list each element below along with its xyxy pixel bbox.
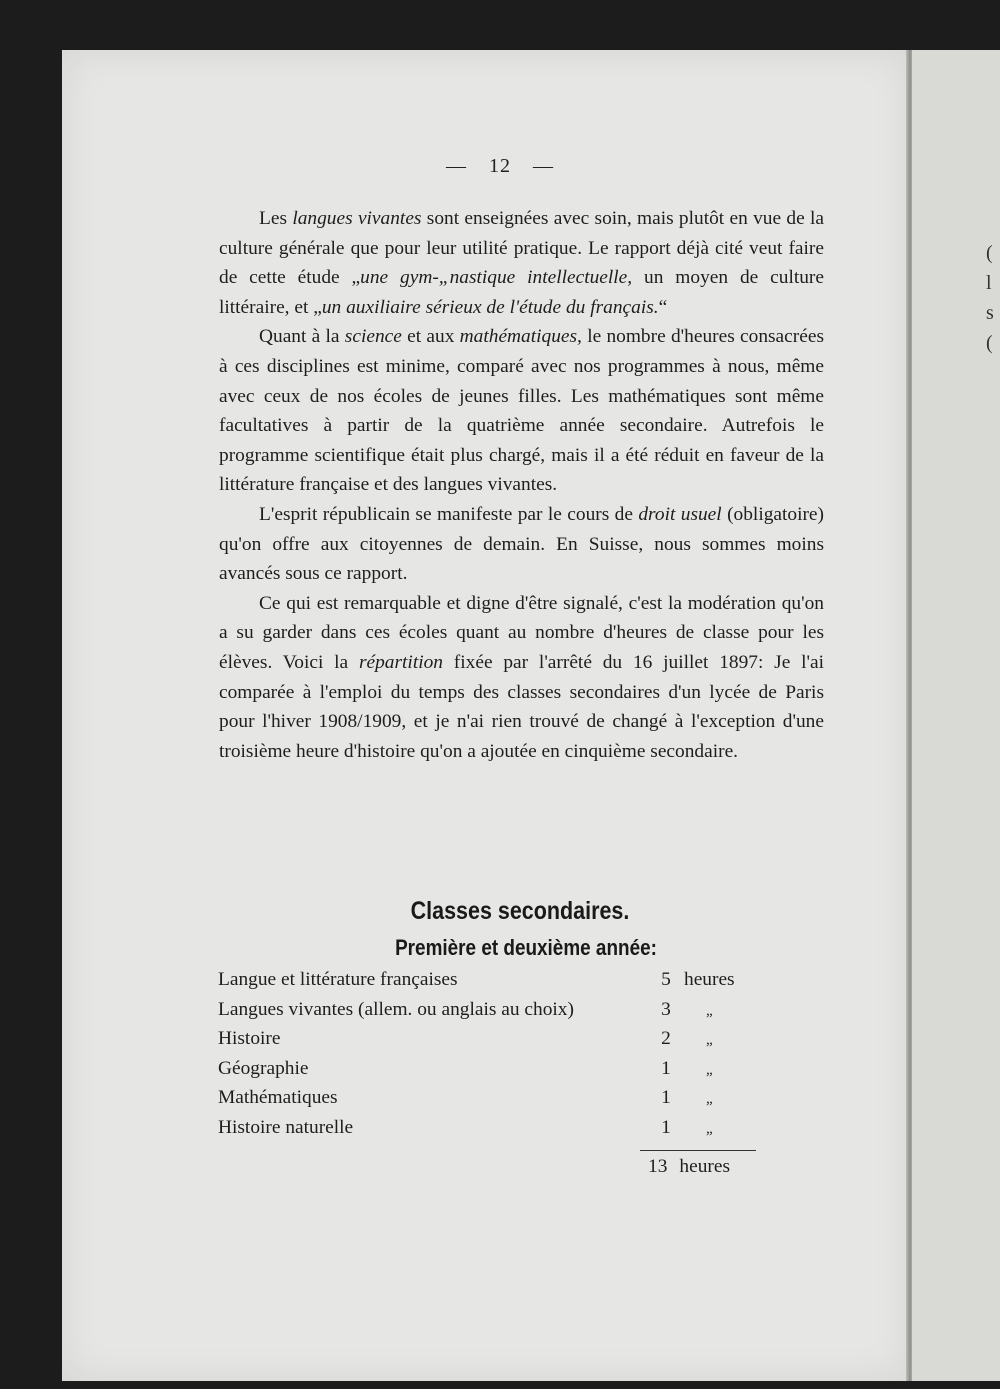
- body-text: [219, 204, 824, 766]
- ditto-mark: ”: [706, 1040, 713, 1057]
- text-run: fixée par l'arrêté du 16 juillet 1897: Je l'ai comparée à l'emploi du temps des classes secondaires d'un lycée de Paris pour l'hiver 1908/1909, et je n'ai rien trouvé de changé à l'exception d'une troisième heure d'histoire qu'on a ajoutée en cinquième secondaire.: [219, 651, 825, 762]
- timetable-row: [218, 965, 758, 995]
- italic-run: un auxiliaire sérieux de l'étude du français.: [321, 296, 659, 318]
- subject-name: Géographie: [218, 1057, 309, 1079]
- italic-run: mathématiques,: [459, 326, 582, 348]
- subject-name: Langues vivantes (allem. ou anglais au choix): [218, 998, 574, 1020]
- italic-run: répartition: [358, 651, 443, 673]
- adjacent-page-fragment: l: [986, 272, 992, 294]
- hours-unit: heures: [684, 969, 735, 990]
- text-run: Les: [259, 208, 293, 229]
- timetable-row: [218, 1083, 758, 1116]
- text-run: le nombre d'heures consacrées à ces disciplines est minime, comparé avec nos programmes à nous, même avec ceux de nos écoles de jeunes filles. Les mathématiques sont même facultatives à partir de la quatrième année secondaire. Autrefois le programme scientifique était plus chargé, mais il a été réduit en faveur de la littérature française et des langues vivantes.: [219, 326, 824, 496]
- timetable-row: [218, 1054, 758, 1084]
- folio-dash-left: —: [446, 155, 467, 177]
- ditto-mark: ”: [706, 1128, 713, 1145]
- subject-hours: 3: [661, 998, 671, 1020]
- subject-hours: 1: [661, 1087, 671, 1109]
- timetable-row: [218, 995, 758, 1025]
- italic-run: science: [344, 326, 402, 348]
- subject-hours: 5: [661, 969, 671, 990]
- text-run: (obligatoire) qu'on offre aux citoyennes de demain. En Suisse, nous sommes moins avancés sous ce rapport.: [219, 503, 824, 585]
- timetable-row: [218, 1024, 758, 1057]
- paragraph: [219, 500, 824, 589]
- section-title: Classes secondaires.: [410, 897, 630, 925]
- adjacent-page-fragment: (: [986, 332, 993, 354]
- paragraph: [219, 204, 824, 322]
- total-unit: heures: [679, 1156, 730, 1177]
- total-row: [648, 1152, 730, 1182]
- text-run: sont enseignées avec soin, mais plutôt en vue de la culture générale que pour leur utilité pratique. Le rapport déjà cité veut faire de cette étude „: [219, 208, 824, 289]
- paragraph: [219, 322, 824, 500]
- total-rule: [640, 1150, 756, 1151]
- adjacent-page-edge: [912, 50, 1000, 1381]
- subject-name: Mathématiques: [218, 1087, 338, 1109]
- total-hours: 13: [648, 1156, 668, 1177]
- page-number-header: [0, 155, 1000, 178]
- folio-dash-right: —: [533, 155, 554, 177]
- subject-hours: 1: [661, 1116, 671, 1138]
- italic-run: langues vivantes: [292, 208, 422, 229]
- text-run: et aux: [401, 326, 460, 348]
- timetable-row: [218, 1113, 758, 1143]
- ditto-mark: ”: [706, 1099, 713, 1116]
- ditto-mark: ”: [706, 1010, 713, 1027]
- subsection-title: Première et deuxième année:: [395, 935, 657, 960]
- adjacent-page-fragment: (: [986, 242, 993, 264]
- italic-run: droit usuel: [638, 503, 722, 525]
- page-number: 12: [489, 155, 511, 177]
- text-run: un moyen de culture littéraire, et „: [219, 267, 824, 318]
- timetable: [218, 965, 758, 1143]
- text-run: Ce qui est remarquable et digne d'être signalé, c'est la modération qu'on a su garder dans ces écoles quant au nombre d'heures de classe pour les élèves. Voici la: [219, 592, 824, 673]
- ditto-mark: ”: [706, 1069, 713, 1086]
- paragraph: [219, 589, 824, 767]
- text-run: L'esprit républicain se manifeste par le cours de: [259, 503, 639, 525]
- subject-hours: 2: [661, 1028, 671, 1050]
- subject-name: Histoire naturelle: [218, 1116, 354, 1138]
- subject-name: Langue et littérature françaises: [218, 969, 458, 990]
- text-run: “: [658, 296, 668, 318]
- subject-hours: 1: [661, 1057, 671, 1079]
- italic-run: une gym-„nastique intellectuelle,: [360, 267, 633, 289]
- subject-name: Histoire: [218, 1028, 281, 1050]
- adjacent-page-fragment: s: [986, 302, 994, 324]
- text-run: Quant à la: [259, 326, 345, 348]
